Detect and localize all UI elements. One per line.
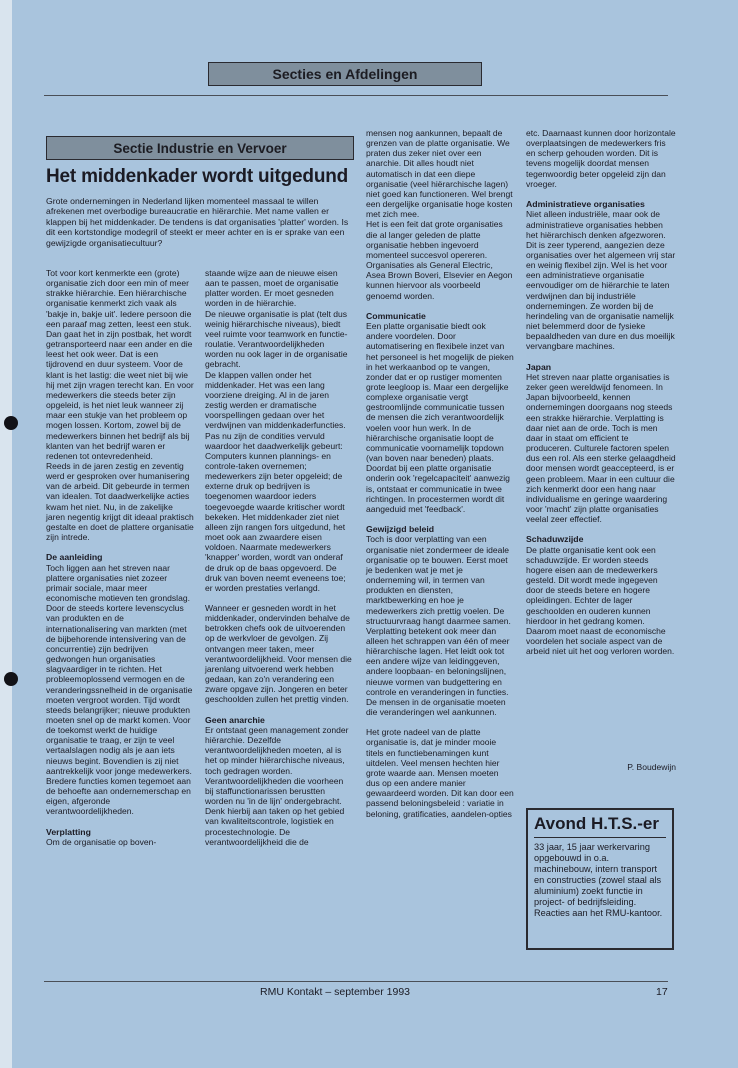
paragraph-gap	[46, 542, 194, 552]
paragraph-gap	[366, 514, 514, 524]
signature-wrap	[526, 762, 676, 772]
article-column-1	[46, 268, 194, 847]
paragraph-gap	[526, 352, 676, 362]
classified-ad	[526, 808, 674, 950]
paragraph: De platte organisatie kent ook een schaduwzijde. Er worden steeds hogere eisen aan de medewerkers gesteld. Dit wordt mede ingegeven door de steeds betere en hogere opleidingen. Echter de lager geschoolden en ouderen kunnen hierdoor in het gedrang komen. Daarom moet naast de economische voordelen het sociale aspect van de arbeid niet uit het oog verloren worden.	[526, 544, 675, 657]
paragraph: Het is een feit dat grote organisaties die al langer geleden de platte organisatie hebben ingevoerd momenteel succesvol opereren. Organisaties als General Electric, Asea Brown Boveri, Elsevier en Aegon kunnen hiervoor als voorbeeld genoemd worden.	[366, 219, 513, 301]
paragraph: Wanneer er gesneden wordt in het middenkader, ondervinden behalve de betrokken chefs ook de uitvoerenden op de werkvloer de gevolgen. Zij ontvangen meer taken, meer verantwoordelijkheid. Voor mensen die jarenlang uitvoerend werk hebben gedaan, kan zo'n verandering een zware opgave zijn. Jongeren en beter geschoolden zullen het prettig vinden.	[205, 603, 352, 705]
paragraph: staande wijze aan de nieuwe eisen aan te passen, moet de organisatie platter worden. Er moet gesneden worden in de hiërarchie.	[205, 268, 339, 309]
article-column-4	[526, 128, 676, 656]
punch-hole	[4, 416, 18, 430]
punch-hole	[4, 672, 18, 686]
subheading: Gewijzigd beleid	[366, 524, 435, 535]
paragraph: Er ontstaat geen management zonder hiërarchie. Dezelfde verantwoordelijkheden moeten, al is het op minder hiërarchische niveaus, toch gedragen worden. Verantwoordelijkheden die voorheen bij staffunctionarissen berustten worden nu 'in de lijn' ondergebracht. Denk hierbij aan taken op het gebied van kwaliteitscontrole, logistiek en procestechnologie. De verantwoordelijkheid die de	[205, 724, 349, 847]
subheading: Schaduwzijde	[526, 534, 584, 545]
subheading: Administratieve organisaties	[526, 198, 645, 209]
paragraph: Het streven naar platte organisaties is zeker geen wereldwijd fenomeen. In Japan bijvoorbeeld, kennen ondernemingen doorgaans nog steeds een strakke hiërarchie. Verplatting is daar niet aan de orde. Toch is men daar in staat om efficient te produceren. Culturele factoren spelen dus een rol. Als een sterke gelaagdheid door mensen wordt geaccepteerd, is er geen probleem. Maar in een cultuur die zich kenmerkt door een hang naar individualisme en geringe waardering voor 'macht' zijn platte organisaties veelal zeer effectief.	[526, 371, 676, 525]
article-headline: Het middenkader wordt uitgedund	[46, 166, 349, 187]
footer-publication: RMU Kontakt – september 1993	[260, 986, 410, 998]
paragraph: Tot voor kort kenmerkte een (grote) organisatie zich door een min of meer strakke hiërarchie. Een hiërarchische organisatie kenmerkt zich vaak als 'bakje in, bakje uit'. Iedere persoon die een paraaf mag zetten, leest een stuk. Dan gaat het in zijn postbak, het wordt getransporteerd naar een ander en die leest het ook weer. Dat is een tijdrovend en duur systeem. Voor de klant is het lastig: die weet niet bij wie hij met zijn vragen terecht kan. En voor medewerkers die steeds beter zijn opgeleid, is het niet leuk wanneer zij maar een stukje van het probleem op mogen lossen. Kortom, zowel bij de medewerkers binnen het bedrijf als bij klanten van het bedrijf waren er redenen tot ontevredenheid.	[46, 268, 194, 461]
subheading: De aanleiding	[46, 552, 103, 563]
article-intro: Grote ondernemingen in Nederland lijken momenteel massaal te willen afrekenen met overbodige bureaucratie en hiërarchie. Met name vallen er klappen bij het middenkader. De tendens is dat organisaties 'platter' worden. Is dit een kortstondige modegril of steekt er meer achter en is er sprake van een gewijzigde organisatiecultuur?	[46, 196, 349, 248]
ad-body: 33 jaar, 15 jaar werkervaring opgebouwd in o.a. machinebouw, intern transport en constructies (zowel staal als aluminium) zoekt functie in project- of bedrijfsleiding. Reacties aan het RMU-kantoor.	[534, 842, 663, 918]
paragraph-gap	[526, 189, 676, 199]
article-column-2	[205, 268, 353, 847]
ad-divider	[534, 837, 666, 838]
paragraph: mensen nog aankunnen, bepaalt de grenzen van de platte organisatie. We praten dus zeker niet over een anarchie. Dit alles houdt niet automatisch in dat een diepe organisatie (veel hiërarchische lagen) niet goed kan functioneren. Wel brengt een dergelijke organisatie hoge kosten met zich mee.	[366, 128, 513, 220]
paragraph: Toch liggen aan het streven naar plattere organisaties niet zozeer primair sociale, maar meer economische motieven ten grondslag.	[46, 562, 190, 604]
subheading: Verplatting	[46, 826, 91, 837]
author-signature: P. Boudewijn	[627, 762, 676, 772]
paragraph: Het grote nadeel van de platte organisatie is, dat je minder mooie titels en functiebenamingen kunt uitdelen. Veel mensen hechten hier grote waarde aan. Mensen moeten dus op een andere manier gewaardeerd worden. Dit kan door een passend beloningsbeleid : variatie in beloning, gratificaties, aandelen-opties	[366, 727, 514, 819]
paragraph: Toch is door verplatting van een organisatie niet zondermeer de ideale organisatie op te bouwen. Eerst moet je bedenken wat je met je onderneming wil, in termen van produkten en diensten, marktbewerking en hoe je medewerkers zich prettig voelen. De structuurvraag hangt daarmee samen. Verplatting betekent ook meer dan alleen het schrappen van één of meer hiërarchische lagen. Het leidt ook tot een andere wijze van leidinggeven, andere loopbaan- en beloningslijnen, nieuwe vormen van budgettering en controle en veranderingen in functies. De mensen in de organisatie moeten die veranderingen wel aankunnen.	[366, 534, 511, 718]
page-edge	[0, 0, 12, 1068]
subheading: Japan	[526, 361, 552, 372]
paragraph: Een platte organisatie biedt ook andere voordelen. Door automatisering en flexibele inzet van het personeel is het mogelijk de pieken in het werkaanbod op te vangen, zonder dat er op rustiger momenten grote leegloop is. Maar een dergelijke complexe organisatie vergt gestroomlijnde communicatie tussen de mensen die zich verantwoordelijk voelen voor hun werk. In de hiërarchische organisatie loopt de communicatie voornamelijk topdown (van boven naar beneden) plaats. Doordat bij een platte organisatie onderin ook 'regelcapaciteit' aanwezig is, ontstaat er communicatie in twee richtingen. In procestermen wordt dit aangeduid met 'feedback'.	[366, 321, 514, 514]
ad-title: Avond H.T.S.-er	[534, 814, 659, 833]
section-banner: Secties en Afdelingen	[208, 62, 482, 86]
top-divider	[44, 95, 668, 96]
paragraph-gap	[366, 301, 514, 311]
paragraph: Reeds in de jaren zestig en zeventig werd er gesproken over humanisering van de arbeid. Dit gebeurde in termen van idealen. Tot daadwerkelijke acties kwam het niet. Nu, in de zakelijke jaren negentig krijgt dit ideaal praktisch gestalte en doet de plattere organisatie zijn intrede.	[46, 460, 194, 543]
paragraph-gap	[46, 817, 194, 827]
subheading: Geen anarchie	[205, 714, 265, 725]
paragraph: Door de steeds kortere levenscyclus van produkten en de internationalisering van markten (met de bijbehorende intensivering van de concurrentie) zijn bedrijven gedwongen hun organisaties slagvaardiger in te richten. Het probleemoplossend vermogen en de veranderingssnelheid in de organisatie moeten vergroot worden. Tijd wordt steeds belangrijker; nieuwe produkten moeten snel op de markt komen. Voor de toekomst werkt de huidige organisatie te traag, er zijn te veel vertaalslagen nodig als je aan iets nieuws begint. Bovendien is zij niet aantrekkelijk voor jonge medewerkers. Bredere functies komen tegemoet aan de behoefte aan ondernemerschap en eigen, afgeronde verantwoordelijkheden.	[46, 603, 193, 817]
paragraph-gap	[205, 705, 353, 715]
page-number: 17	[656, 986, 668, 998]
paragraph: Om de organisatie op boven-	[46, 836, 157, 847]
subheading: Communicatie	[366, 310, 426, 321]
sub-section-banner: Sectie Industrie en Vervoer	[46, 136, 354, 160]
paragraph: De klappen vallen onder het middenkader. Het was een lang voorziene dreiging. Al in de jaren zestig werden er dramatische voorspellingen gedaan over het verdwijnen van middenkaderfuncties. Pas nu zijn de condities vervuld waardoor het daadwerkelijk gebeurt: Computers kunnen plannings- en controle-taken overnemen; medewerkers zijn beter opgeleid; de externe druk op bedrijven is toegenomen waardoor ieders toegevoegde waarde kritischer wordt bekeken. Het middenkader ziet niet alleen zijn rangen fors uitgedund, het moet ook aan zwaardere eisen voldoen. Naarmate medewerkers 'knapper' worden, wordt van onderaf de druk op de baas opgevoerd. De druk van boven neemt eveneens toe; er worden prestaties verlangd.	[205, 369, 346, 593]
paragraph-gap	[366, 717, 514, 727]
paragraph: De nieuwe organisatie is plat (telt dus weinig hiërarchische niveaus), biedt veel ruimte voor teamwork en functie-roulatie. Verantwoordelijkheden worden nu ook lager in de organisatie gebracht.	[205, 308, 348, 370]
paragraph-gap	[526, 524, 676, 534]
bottom-divider	[44, 981, 668, 982]
article-column-3	[366, 128, 514, 819]
paragraph: Niet alleen industriële, maar ook de administratieve organisaties hebben het hiërarchisch denken afgezworen. Dit is zeer typerend, aangezien deze organisaties over het algemeen vrij star en weinig flexibel zijn. Wel is het voor een administratieve organisatie eenvoudiger om de hiërarchie te laten verdwijnen dan bij industriële ondernemingen. Ze worden bij de herindeling van de organisatie namelijk niet belemmerd door de fysieke bepaaldheden van dure en dus moeilijk vervangbare machines.	[526, 209, 676, 352]
paragraph-gap	[205, 593, 353, 603]
paragraph: etc. Daarnaast kunnen door horizontale overplaatsingen de medewerkers fris en scherp gehouden worden. Dit is tevens mogelijk doordat mensen tegenwoordig beter opgeleid zijn dan vroeger.	[526, 128, 676, 189]
